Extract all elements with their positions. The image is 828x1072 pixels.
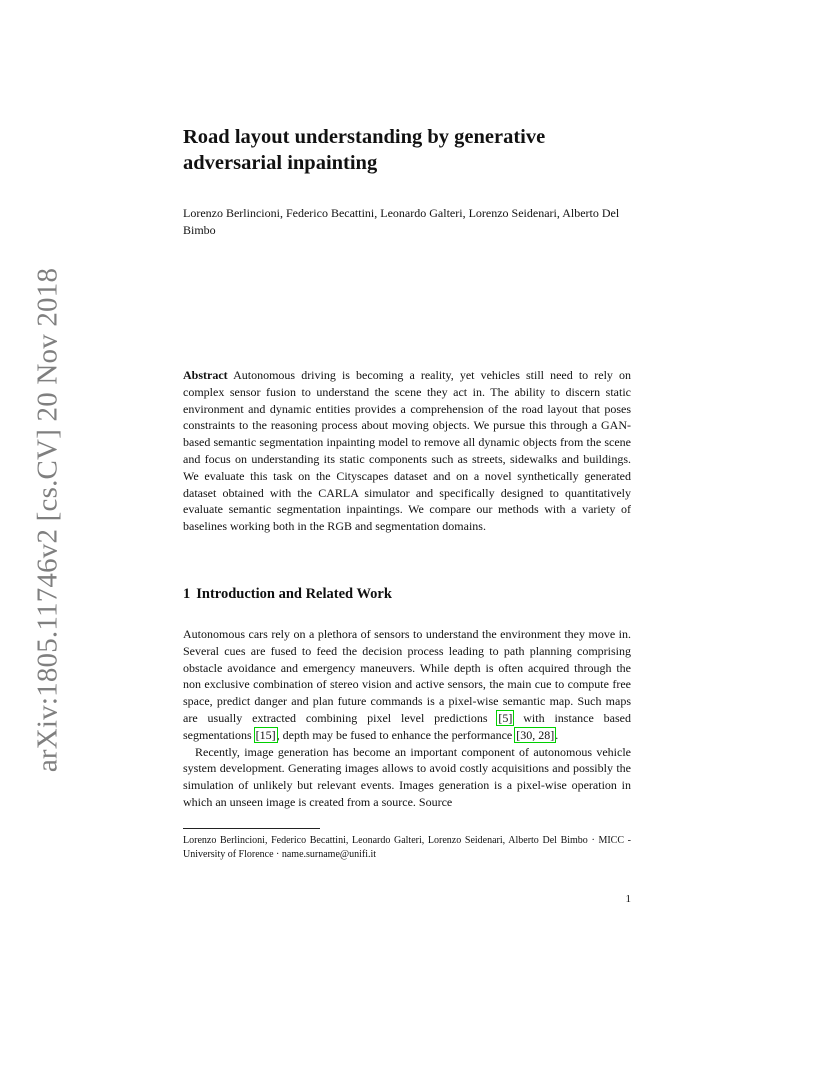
abstract [183,367,631,535]
page-number: 1 [625,893,631,905]
author-list: Lorenzo Berlincioni, Federico Becattini, Leonardo Galteri, Lorenzo Seidenari, Alberto Del Bimbo [183,206,620,237]
abstract-text: Autonomous driving is becoming a reality, yet vehicles still need to rely on complex sensor fusion to understand the scene they act in. The ability to discern static environment and dynamic entities provides a comprehension of the road layout that poses constraints to the reasoning process about moving objects. We pursue this through a GAN-based semantic segmentation inpainting model to remove all dynamic objects from the scene and focus on understanding its static components such as streets, sidewalks and buildings. We evaluate this task on the Cityscapes dataset and on a novel synthetically generated dataset obtained with the CARLA simulator and specifically designed to quantitatively evaluate semantic segmentation inpaintings. We compare our methods with a variety of baselines working both in the RGB and segmentation domains. [183,368,631,534]
introduction-body [183,626,631,811]
citation-link[interactable]: [15] [255,727,276,742]
footnote: Lorenzo Berlincioni, Federico Becattini, Leonardo Galteri, Lorenzo Seidenari, Alberto Del Bimbo · MICC - University of Florence · name.surname@unifi.it [183,835,631,860]
section-number: 1 [183,586,191,602]
section-title: Introduction and Related Work [196,586,392,602]
arxiv-identifier: arXiv:1805.11746v2 [cs.CV] 20 Nov 2018 [31,267,64,773]
citation-link[interactable]: [5] [498,710,513,725]
intro-paragraph-2: Recently, image generation has become an important component of autonomous vehicle system development. Generating images allows to avoid costly acquisitions and possibly the simulation of unlikely but relevant events. Images generation is a pixel-wise operation in which an unseen image is created from a source. Source [183,744,631,809]
intro-text: , depth may be fused to enhance the performance [276,727,516,742]
footnote-rule [183,828,320,829]
intro-paragraph-1 [183,626,631,744]
paper-title: Road layout understanding by generative adversarial inpainting [183,126,546,174]
intro-text: . [555,727,559,742]
citation-link[interactable]: [30, 28] [516,727,555,742]
abstract-label: Abstract [183,368,228,382]
intro-text: Autonomous cars rely on a plethora of sensors to understand the environment they move in. Several cues are fused to feed the decision process leading to path planning comprising obstacle avoidance and emergency maneuvers. While depth is often acquired through the non exclusive combination of stereo vision and active sensors, the main cue to compute free space, predict danger and plan future commands is a pixel-wise semantic map. Such maps are usually extracted combining pixel level predictions [183,627,631,725]
section-heading [183,586,631,603]
intro-text: with instance based segmentations [183,710,631,742]
